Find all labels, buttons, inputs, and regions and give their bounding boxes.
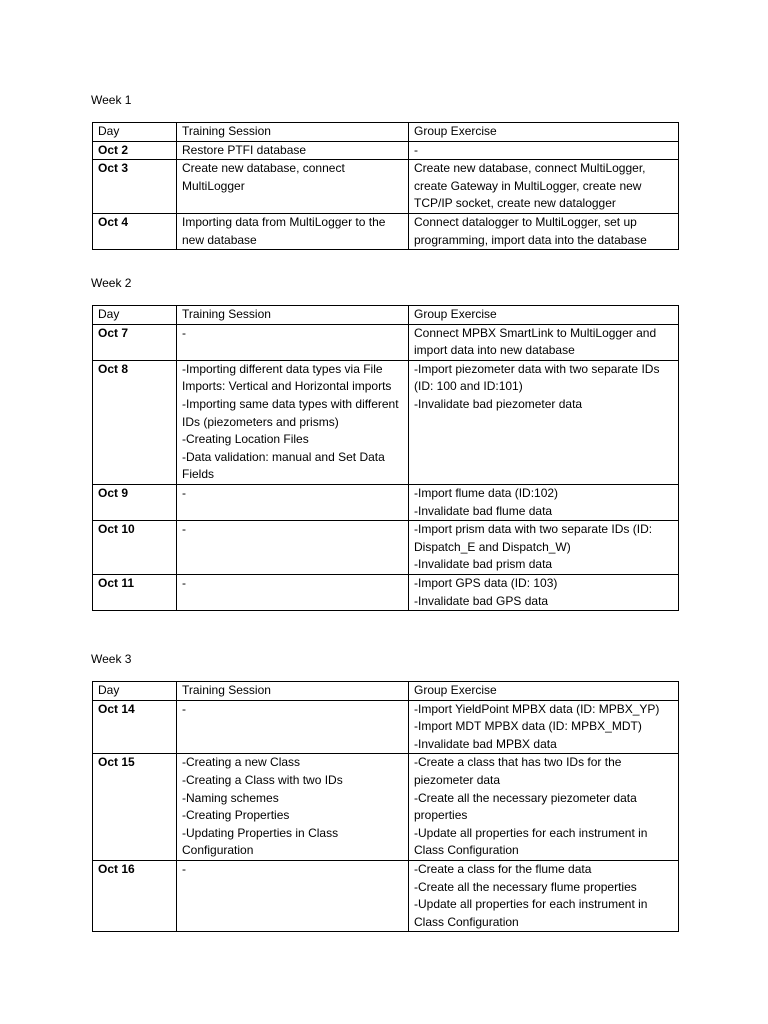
header-training: Training Session (177, 682, 409, 701)
group-line: -Create all the necessary flume properties (414, 879, 637, 894)
group-line: Create new database, connect MultiLogger, create Gateway in MultiLogger, create new TCP/IP socket, create new datalogger (414, 161, 646, 211)
training-line: Importing data from MultiLogger to the new database (182, 214, 386, 247)
training-line: -Importing different data types via File Imports: Vertical and Horizontal imports (182, 361, 392, 394)
group-line: -Import piezometer data with two separate IDs (ID: 100 and ID:101) (414, 361, 660, 394)
training-cell (177, 700, 409, 754)
group-line: - (414, 142, 418, 157)
training-cell (177, 213, 409, 249)
group-line: -Invalidate bad flume data (414, 503, 553, 518)
training-line: -Creating Properties (182, 808, 290, 823)
group-cell (409, 324, 679, 360)
training-line: Restore PTFI database (182, 142, 307, 157)
table-row (93, 213, 679, 249)
group-cell (409, 160, 679, 214)
week-1-title: Week 1 (91, 93, 132, 107)
table-row (93, 484, 679, 520)
group-line: -Create a class for the flume data (414, 861, 592, 876)
day-cell: Oct 8 (93, 360, 177, 484)
day-cell: Oct 2 (93, 141, 177, 160)
group-line: Connect datalogger to MultiLogger, set up programming, import data into the database (414, 214, 647, 247)
training-line: -Updating Properties in Class Configuration (182, 825, 339, 858)
training-cell (177, 324, 409, 360)
table-header-row (93, 682, 679, 701)
training-line: -Data validation: manual and Set Data Fields (182, 449, 385, 482)
week-1-table (92, 122, 679, 250)
training-line: Create new database, connect MultiLogger (182, 161, 345, 193)
training-cell (177, 360, 409, 484)
training-line: - (182, 861, 186, 876)
training-line: -Creating a new Class (182, 755, 301, 770)
training-cell (177, 860, 409, 931)
training-cell (177, 141, 409, 160)
header-group: Group Exercise (409, 682, 679, 701)
day-cell: Oct 7 (93, 324, 177, 360)
training-cell (177, 754, 409, 861)
group-cell (409, 700, 679, 754)
group-cell (409, 860, 679, 931)
training-cell (177, 574, 409, 610)
group-line: -Invalidate bad MPBX data (414, 736, 557, 751)
header-training: Training Session (177, 123, 409, 142)
group-line: -Import YieldPoint MPBX data (ID: MPBX_YP) (414, 701, 660, 716)
header-day: Day (93, 682, 177, 701)
table-row (93, 360, 679, 484)
table-header-row (93, 306, 679, 325)
week-3-title: Week 3 (91, 652, 132, 666)
group-cell (409, 213, 679, 249)
table-row (93, 160, 679, 214)
group-line: -Import flume data (ID:102) (414, 485, 559, 500)
header-training: Training Session (177, 306, 409, 325)
day-cell: Oct 14 (93, 700, 177, 754)
day-cell: Oct 16 (93, 860, 177, 931)
group-line: -Invalidate bad GPS data (414, 593, 549, 608)
week-2-title: Week 2 (91, 276, 132, 290)
training-cell (177, 160, 409, 214)
week-3-table (92, 681, 679, 932)
day-cell: Oct 4 (93, 213, 177, 249)
table-header-row (93, 123, 679, 142)
day-cell: Oct 11 (93, 574, 177, 610)
day-cell: Oct 9 (93, 484, 177, 520)
table-row (93, 754, 679, 861)
group-line: -Update all properties for each instrument in Class Configuration (414, 825, 648, 858)
group-cell (409, 574, 679, 610)
day-cell: Oct 15 (93, 754, 177, 861)
group-cell (409, 521, 679, 575)
table-row (93, 700, 679, 754)
group-line: -Import prism data with two separate IDs (ID: Dispatch_E and Dispatch_W) (414, 522, 653, 554)
training-line: -Importing same data types with different IDs (piezometers and prisms) (182, 396, 399, 429)
training-line: - (182, 701, 186, 716)
table-row (93, 141, 679, 160)
training-line: - (182, 522, 186, 537)
table-row (93, 521, 679, 575)
group-line: -Invalidate bad piezometer data (414, 396, 583, 411)
group-line: -Create all the necessary piezometer data properties (414, 790, 637, 823)
group-line: -Create a class that has two IDs for the piezometer data (414, 755, 622, 787)
group-cell (409, 141, 679, 160)
training-line: -Creating a Class with two IDs (182, 772, 343, 787)
training-line: - (182, 575, 186, 590)
training-line: - (182, 485, 186, 500)
group-line: -Invalidate bad prism data (414, 557, 553, 572)
training-line: - (182, 325, 186, 340)
training-cell (177, 484, 409, 520)
training-line: -Naming schemes (182, 790, 279, 805)
header-day: Day (93, 123, 177, 142)
day-cell: Oct 10 (93, 521, 177, 575)
header-group: Group Exercise (409, 306, 679, 325)
group-cell (409, 484, 679, 520)
group-line: -Update all properties for each instrument in Class Configuration (414, 897, 648, 929)
group-cell (409, 754, 679, 861)
group-line: -Import GPS data (ID: 103) (414, 575, 558, 590)
training-cell (177, 521, 409, 575)
header-day: Day (93, 306, 177, 325)
group-cell (409, 360, 679, 484)
table-row (93, 574, 679, 610)
table-row (93, 860, 679, 931)
header-group: Group Exercise (409, 123, 679, 142)
training-line: -Creating Location Files (182, 432, 309, 447)
table-row (93, 324, 679, 360)
day-cell: Oct 3 (93, 160, 177, 214)
group-line: -Import MDT MPBX data (ID: MPBX_MDT) (414, 719, 642, 734)
group-line: Connect MPBX SmartLink to MultiLogger and import data into new database (414, 325, 657, 358)
week-2-table (92, 305, 679, 611)
